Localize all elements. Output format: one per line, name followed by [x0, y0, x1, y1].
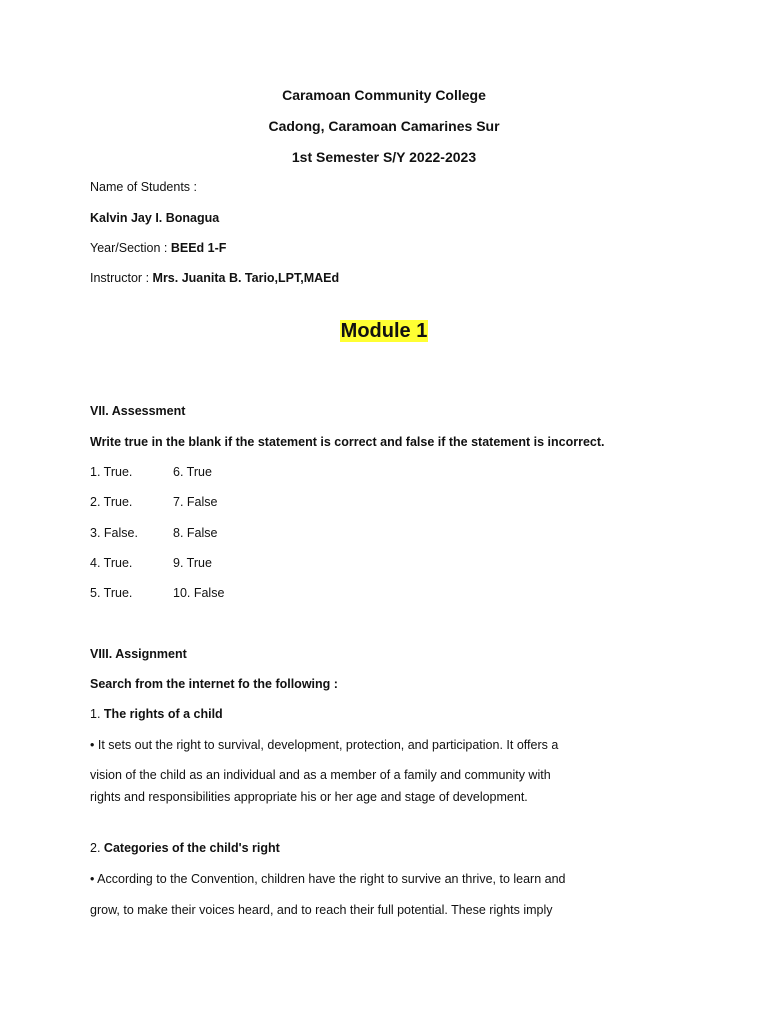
- paragraph-line: • It sets out the right to survival, development, protection, and participation. It offers a: [90, 738, 559, 752]
- name-label: Name of Students :: [90, 180, 198, 194]
- student-name: Kalvin Jay I. Bonagua: [90, 211, 220, 225]
- college-address: Cadong, Caramoan Camarines Sur: [268, 118, 500, 134]
- module-title-wrap: [0, 320, 768, 343]
- answer-left: 4. True.: [90, 556, 133, 570]
- module-title: Module 1: [340, 320, 428, 342]
- year-section-label: Year/Section :: [90, 241, 168, 255]
- answer-right: 6. True: [173, 465, 212, 479]
- year-section-value: BEEd 1-F: [170, 241, 227, 255]
- answer-right: 7. False: [173, 495, 218, 509]
- answer-left: 3. False.: [90, 526, 138, 540]
- answer-right: 9. True: [173, 556, 212, 570]
- college-name: Caramoan Community College: [282, 87, 486, 103]
- assignment-item-1-title: [90, 707, 223, 721]
- answer-left: 2. True.: [90, 495, 133, 509]
- answer-row: [90, 556, 132, 570]
- item-number: 2.: [90, 841, 101, 855]
- assessment-heading: VII. Assessment: [90, 404, 186, 418]
- paragraph-line: grow, to make their voices heard, and to reach their full potential. These rights imply: [90, 903, 553, 917]
- assignment-item-2-title: [90, 841, 280, 855]
- year-section: [90, 241, 226, 255]
- assessment-instruction: Write true in the blank if the statement is correct and false if the statement is incorrect.: [90, 435, 605, 449]
- item-number: 1.: [90, 707, 101, 721]
- answer-left: 5. True.: [90, 586, 133, 600]
- paragraph-line: vision of the child as an individual and as a member of a family and community with: [90, 768, 551, 782]
- item-title: The rights of a child: [103, 707, 223, 721]
- answer-row: [90, 495, 132, 509]
- item-title: Categories of the child's right: [103, 841, 280, 855]
- answer-left: 1. True.: [90, 465, 133, 479]
- instructor-label: Instructor :: [90, 271, 150, 285]
- paragraph-line: • According to the Convention, children have the right to survive an thrive, to learn and: [90, 872, 566, 886]
- instructor-value: Mrs. Juanita B. Tario,LPT,MAEd: [152, 271, 340, 285]
- paragraph-line: rights and responsibilities appropriate his or her age and stage of development.: [90, 790, 528, 804]
- answer-row: [90, 465, 132, 479]
- answer-right: 10. False: [173, 586, 225, 600]
- semester-line: 1st Semester S/Y 2022-2023: [291, 149, 477, 165]
- answer-row: [90, 526, 138, 540]
- answer-row: [90, 586, 132, 600]
- assignment-instruction: Search from the internet fo the following :: [90, 677, 338, 691]
- assignment-heading: VIII. Assignment: [90, 647, 187, 661]
- instructor: [90, 271, 339, 285]
- answer-right: 8. False: [173, 526, 218, 540]
